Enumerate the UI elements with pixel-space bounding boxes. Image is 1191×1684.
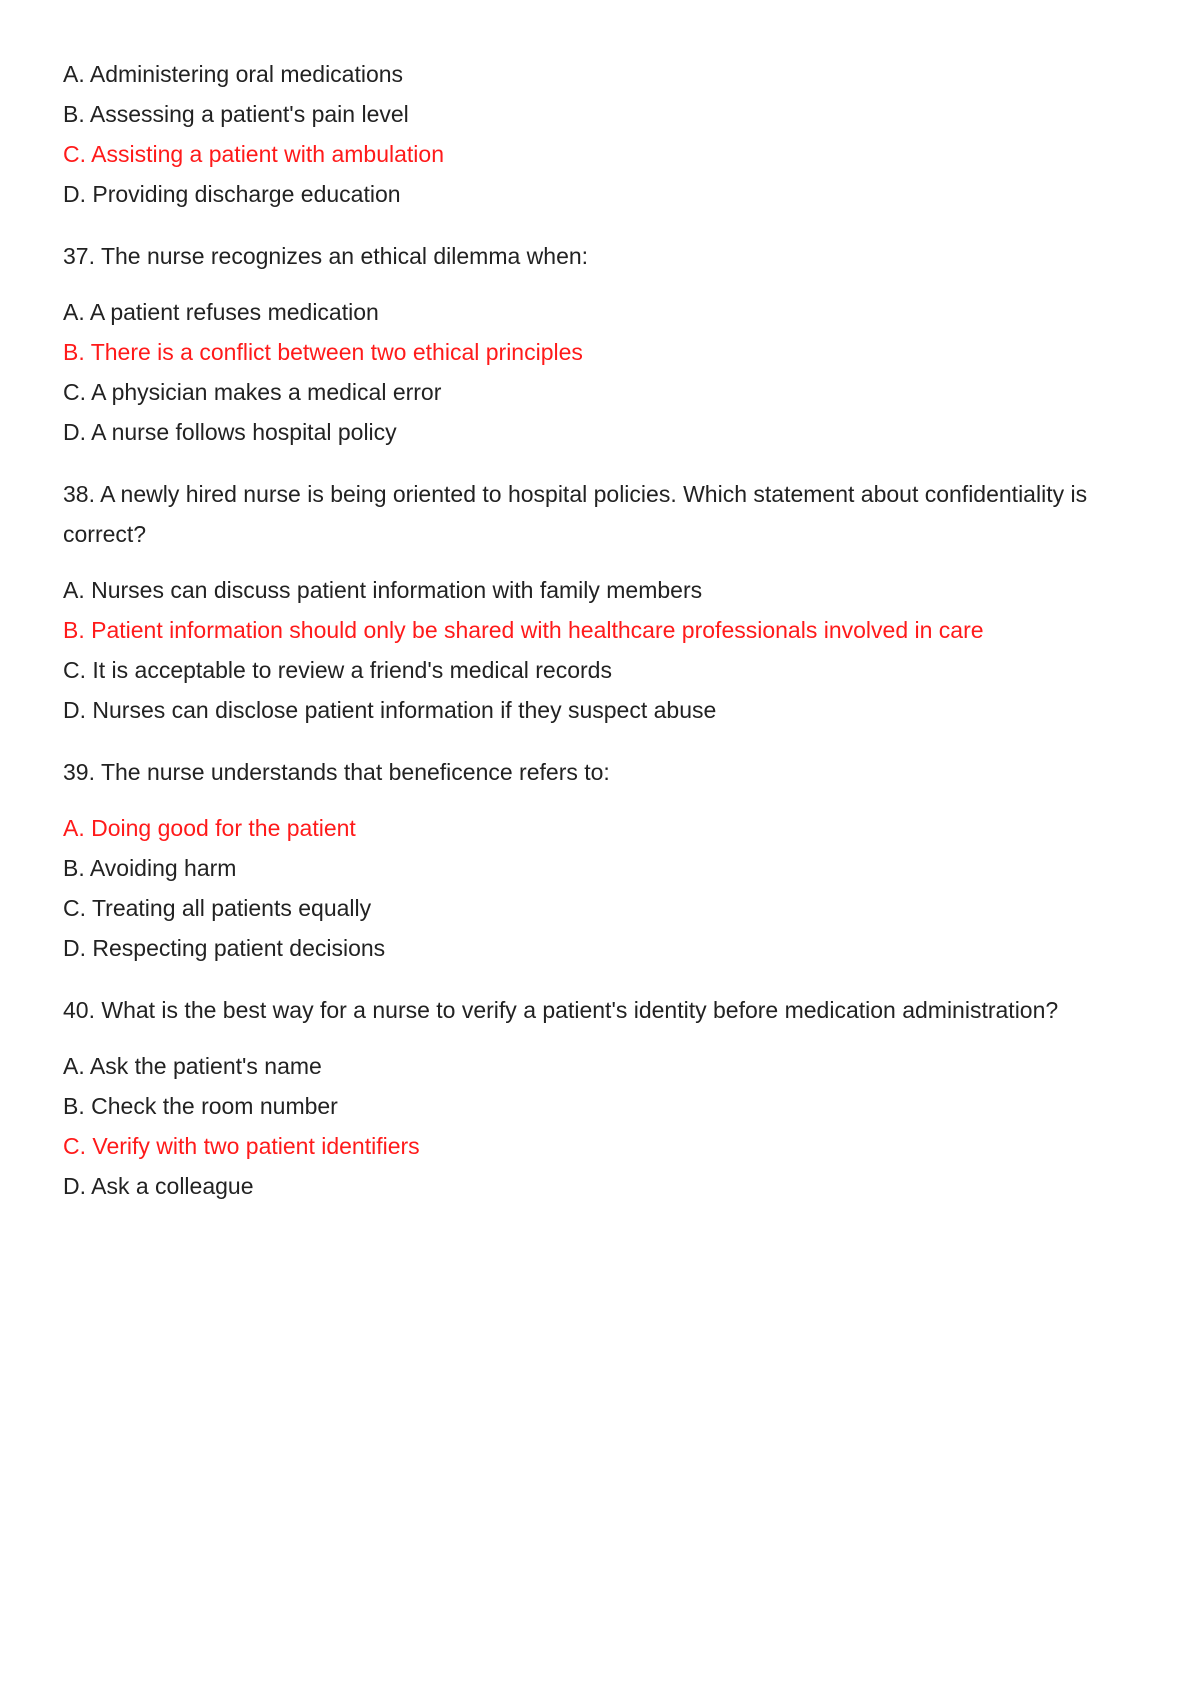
option-36-a: A. Administering oral medications [63, 61, 404, 87]
option-39-a-correct: A. Doing good for the patient [63, 815, 356, 841]
question-38-options [63, 576, 1133, 724]
question-37-options [63, 298, 1133, 446]
question-40-stem: 40. What is the best way for a nurse to verify a patient's identity before medication administration? [63, 997, 1059, 1023]
question-40-options [63, 1052, 1133, 1200]
option-36-d: D. Providing discharge education [63, 181, 401, 207]
option-40-b: B. Check the room number [63, 1093, 338, 1119]
option-39-c: C. Treating all patients equally [63, 895, 372, 921]
option-36-b: B. Assessing a patient's pain level [63, 101, 409, 127]
option-37-a: A. A patient refuses medication [63, 299, 379, 325]
question-39 [63, 752, 1133, 792]
question-38 [63, 474, 1133, 554]
option-39-b: B. Avoiding harm [63, 855, 237, 881]
question-39-stem: 39. The nurse understands that beneficence refers to: [63, 759, 610, 785]
question-36-options [63, 60, 1133, 208]
option-38-a: A. Nurses can discuss patient information with family members [63, 577, 703, 603]
question-37-stem: 37. The nurse recognizes an ethical dilemma when: [63, 243, 589, 269]
question-37 [63, 236, 1133, 276]
option-37-d: D. A nurse follows hospital policy [63, 419, 397, 445]
option-38-c: C. It is acceptable to review a friend's medical records [63, 657, 612, 683]
option-37-b-correct: B. There is a conflict between two ethical principles [63, 339, 583, 365]
option-40-c-correct: C. Verify with two patient identifiers [63, 1133, 420, 1159]
option-40-d: D. Ask a colleague [63, 1173, 254, 1199]
question-40 [63, 990, 1133, 1030]
option-39-d: D. Respecting patient decisions [63, 935, 386, 961]
option-37-c: C. A physician makes a medical error [63, 379, 442, 405]
option-36-c-correct: C. Assisting a patient with ambulation [63, 141, 444, 167]
option-40-a: A. Ask the patient's name [63, 1053, 322, 1079]
question-38-stem: 38. A newly hired nurse is being oriented to hospital policies. Which statement about confidentiality is correct? [63, 481, 1088, 547]
document-page [63, 60, 1133, 1212]
option-38-d: D. Nurses can disclose patient information if they suspect abuse [63, 697, 717, 723]
question-39-options [63, 814, 1133, 962]
option-38-b-correct: B. Patient information should only be shared with healthcare professionals involved in care [63, 617, 984, 643]
